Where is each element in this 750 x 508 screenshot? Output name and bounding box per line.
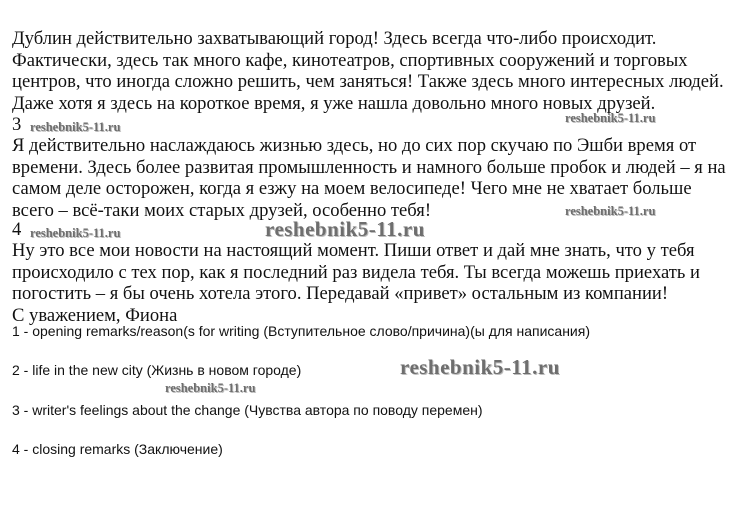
watermark: reshebnik5-11.ru [400,355,560,379]
paragraph-number-4: 4 [12,219,22,240]
watermark: reshebnik5-11.ru [565,204,656,218]
paragraph-number-3: 3 [12,114,22,135]
text-line: времени. Здесь более развитая промышленность и намного больше пробок и людей – я на [12,156,726,178]
text-line: центров, что иногда сложно решить, чем заняться! Также здесь много интересных людей. [12,71,724,92]
text-line: всего – всё-таки моих старых друзей, особенно тебя! [12,199,432,221]
watermark: reshebnik5-11.ru [265,217,425,241]
key-item-3: 3 - writer's feelings about the change (Чувства автора по поводу перемен) [12,402,483,418]
key-item-1: 1 - opening remarks/reason(s for writing (Вступительное слово/причина)(ы для написания) [12,323,590,339]
text-line: Я действительно наслаждаюсь жизнью здесь, но до сих пор скучаю по Эшби время от [12,135,697,156]
text-line: самом деле осторожен, когда я езжу на моем велосипеде! Чего мне не хватает больше [12,178,692,199]
text-line: Даже хотя я здесь на короткое время, я уже нашла довольно много новых друзей. [12,92,656,114]
key-item-4: 4 - closing remarks (Заключение) [12,441,223,457]
closing-signature: С уважением, Фиона [12,304,178,326]
text-line: Фактически, здесь так много кафе, кинотеатров, спортивных сооружений и торговых [12,49,688,71]
text-line: погостить – я бы очень хотела этого. Передавай «привет» остальным из компании! [12,283,669,304]
watermark: reshebnik5-11.ru [165,381,256,395]
watermark: reshebnik5-11.ru [565,111,656,125]
watermark: reshebnik5-11.ru [30,226,121,240]
text-line: Дублин действительно захватывающий город! Здесь всегда что-либо происходит. [12,28,657,49]
paragraph-4 [12,240,736,326]
paragraph-1 [12,28,736,114]
text-line: происходило с тех пор, как я последний раз видела тебя. Ты всегда можешь приехать и [12,261,700,283]
watermark: reshebnik5-11.ru [30,120,121,134]
key-item-2: 2 - life in the new city (Жизнь в новом городе) [12,362,302,378]
text-line: Ну это все мои новости на настоящий момент. Пиши ответ и дай мне знать, что у тебя [12,240,695,261]
